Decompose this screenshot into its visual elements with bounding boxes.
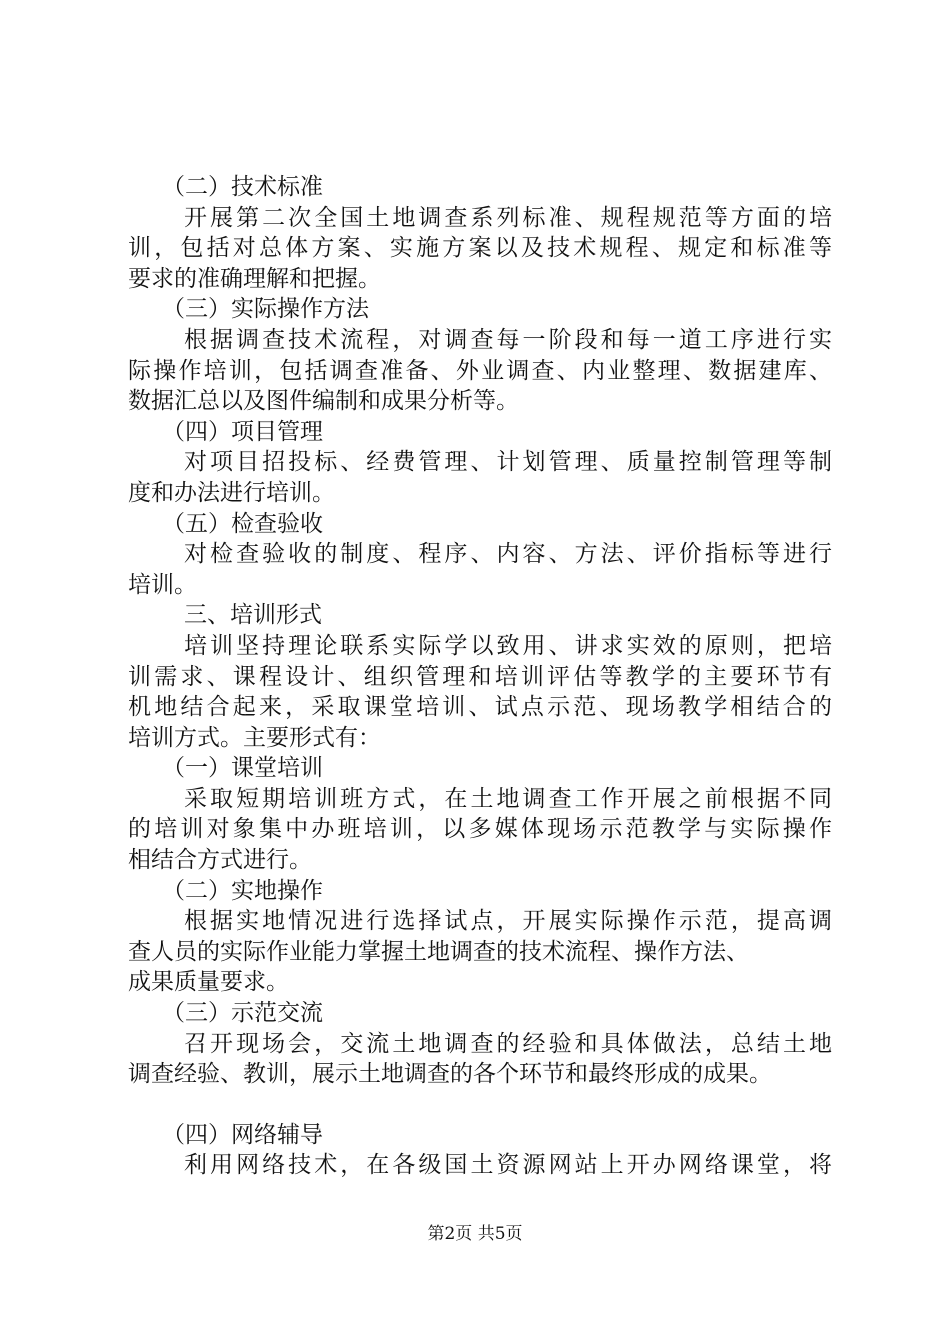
paragraph-line: 培训方式。主要形式有：	[128, 724, 381, 751]
paragraph-line: 采取短期培训班方式，在土地调查工作开展之前根据不同	[184, 785, 832, 812]
paragraph-line: 成果质量要求。	[128, 969, 289, 996]
paragraph-line: 对检查验收的制度、程序、内容、方法、评价指标等进行	[184, 541, 832, 568]
paragraph-line: 培训。	[128, 571, 197, 598]
chapter-heading: 三、培训形式	[184, 602, 322, 629]
paragraph-gap	[128, 1090, 832, 1120]
paragraph-line: 机地结合起来，采取课堂培训、试点示范、现场教学相结合的	[128, 694, 832, 721]
section-heading: （四）网络辅导	[162, 1121, 323, 1148]
paragraph-line: 调查经验、教训，展示土地调查的各个环节和最终形成的成果。	[128, 1061, 772, 1088]
section-heading: （四）项目管理	[162, 418, 323, 445]
paragraph-line: 根据调查技术流程，对调查每一阶段和每一道工序进行实	[184, 326, 832, 353]
paragraph-line: 训，包括对总体方案、实施方案以及技术规程、规定和标准等	[128, 235, 832, 262]
paragraph-line: 训需求、课程设计、组织管理和培训评估等教学的主要环节有	[128, 663, 832, 690]
section-heading: （五）检查验收	[162, 510, 323, 537]
paragraph-line: 培训坚持理论联系实际学以致用、讲求实效的原则，把培	[184, 632, 832, 659]
section-heading: （二）技术标准	[162, 174, 323, 200]
paragraph-line: 利用网络技术，在各级国土资源网站上开办网络课堂，将	[184, 1152, 832, 1179]
page-footer: 第2页 共5页	[427, 1224, 523, 1244]
paragraph-line: 根据实地情况进行选择试点，开展实际操作示范，提高调	[184, 908, 832, 935]
section-heading: （一）课堂培训	[162, 755, 323, 782]
paragraph-line: 开展第二次全国土地调查系列标准、规程规范等方面的培	[184, 204, 832, 231]
document-body	[128, 172, 832, 1181]
paragraph-line: 数据汇总以及图件编制和成果分析等。	[128, 388, 519, 415]
paragraph-line: 要求的准确理解和把握。	[128, 265, 381, 292]
paragraph-line: 召开现场会，交流土地调查的经验和具体做法，总结土地	[184, 1030, 832, 1057]
paragraph-line: 际操作培训，包括调查准备、外业调查、内业整理、数据建库、	[128, 357, 832, 384]
section-heading: （三）示范交流	[162, 1000, 323, 1027]
section-heading: （二）实地操作	[162, 877, 323, 904]
paragraph-line: 对项目招投标、经费管理、计划管理、质量控制管理等制	[184, 449, 832, 476]
paragraph-line: 查人员的实际作业能力掌握土地调查的技术流程、操作方法、	[128, 938, 749, 965]
paragraph-line: 度和办法进行培训。	[128, 479, 335, 506]
section-heading: （三）实际操作方法	[162, 296, 369, 323]
paragraph-line: 相结合方式进行。	[128, 847, 312, 874]
paragraph-line: 的培训对象集中办班培训，以多媒体现场示范教学与实际操作	[128, 816, 832, 843]
